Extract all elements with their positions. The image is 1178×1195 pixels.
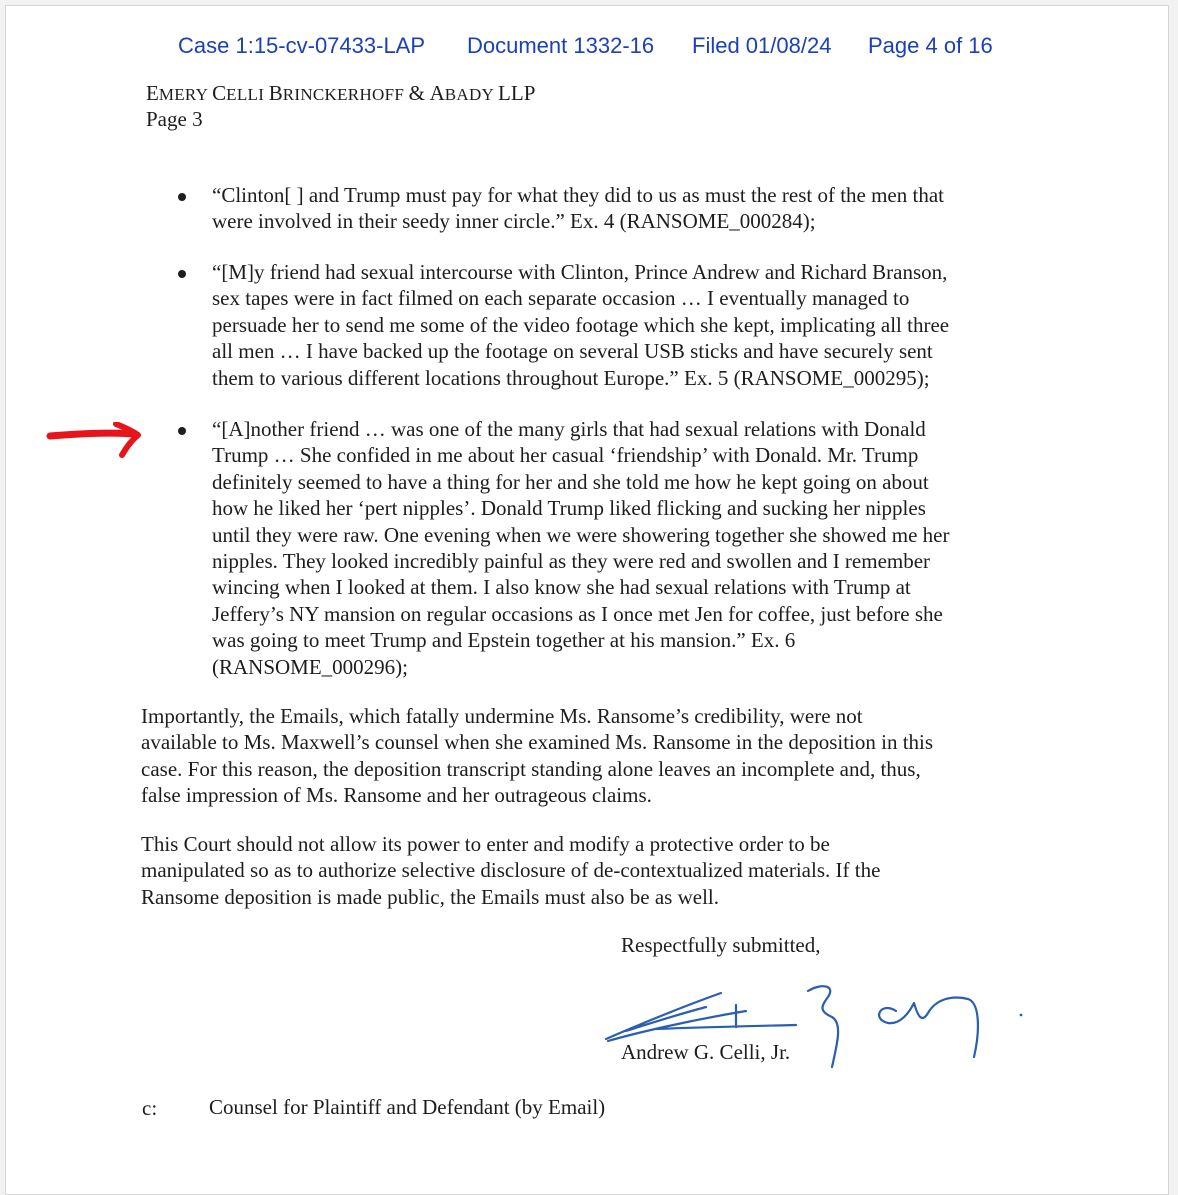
- document-number: Document 1332-16: [467, 33, 655, 58]
- document-page: [5, 5, 1169, 1195]
- firm-name-part: BRINCKERHOFF: [268, 81, 409, 105]
- paragraph-court: This Court should not allow its power to enter and modify a protective order to be manipulated so as to authorize selective disclosure of de-contextualized materials. If the Ransome deposition is made public, the Emails must also be as well.: [141, 832, 881, 909]
- signer-name: Andrew G. Celli, Jr.: [621, 1040, 791, 1064]
- firm-name: [146, 80, 535, 108]
- filed-date: Filed 01/08/24: [692, 33, 832, 58]
- letter-page-number: Page 3: [146, 107, 203, 131]
- quote-bullet-3: “[A]nother friend … was one of the many girls that had sexual relations with Donald Trump … She confided in me about her casual ‘friendship’ with Donald. Mr. Trump definitely seemed to have a thing for her and she told me how he kept going on about how he liked her ‘pert nipples’. Donald Trump liked flicking and sucking her nipples until they were raw. One evening when we were showering together she showed me her nipples. They looked incredibly painful as they were red and swollen and I remember wincing when I looked at them. I also know she had sexual relations with Trump at Jeffery’s NY mansion on regular occasions as I once met Jen for coffee, just before she was going to meet Trump and Epstein together at his mansion.” Ex. 6 (RANSOME_000296);: [212, 417, 950, 679]
- firm-name-part: CELLI: [212, 81, 269, 105]
- bullet-dot: [178, 427, 186, 435]
- closing-salutation: Respectfully submitted,: [621, 933, 821, 957]
- paragraph-importantly: Importantly, the Emails, which fatally undermine Ms. Ransome’s credibility, were not available to Ms. Maxwell’s counsel when she examined Ms. Ransome in the deposition in this case. For this reason, the deposition transcript standing alone leaves an incomplete and, thus, false impression of Ms. Ransome and her outrageous claims.: [141, 704, 934, 808]
- firm-name-part: &: [408, 81, 426, 105]
- bullet-dot: [178, 193, 186, 201]
- firm-name-part: LLP: [498, 81, 536, 105]
- firm-name-part: ABADY: [429, 81, 499, 105]
- quote-bullet-1: “Clinton[ ] and Trump must pay for what they did to us as must the rest of the men that were involved in their seedy inner circle.” Ex. 4 (RANSOME_000284);: [212, 183, 944, 234]
- case-number: Case 1:15-cv-07433-LAP: [178, 33, 426, 58]
- quote-bullet-2: “[M]y friend had sexual intercourse with Clinton, Prince Andrew and Richard Branson, sex tapes were in fact filmed on each separate occasion … I eventually managed to persuade her to send me some of the video footage which she kept, implicating all three all men … I have backed up the footage on several USB sticks and have securely sent them to various different locations throughout Europe.” Ex. 5 (RANSOME_000295);: [212, 260, 950, 390]
- firm-name-part: EMERY: [146, 81, 213, 105]
- cc-label: c:: [142, 1096, 158, 1120]
- page-count: Page 4 of 16: [868, 33, 993, 58]
- bullet-dot: [178, 270, 186, 278]
- red-arrow-icon: [46, 422, 146, 462]
- cc-recipients: Counsel for Plaintiff and Defendant (by Email): [209, 1095, 606, 1119]
